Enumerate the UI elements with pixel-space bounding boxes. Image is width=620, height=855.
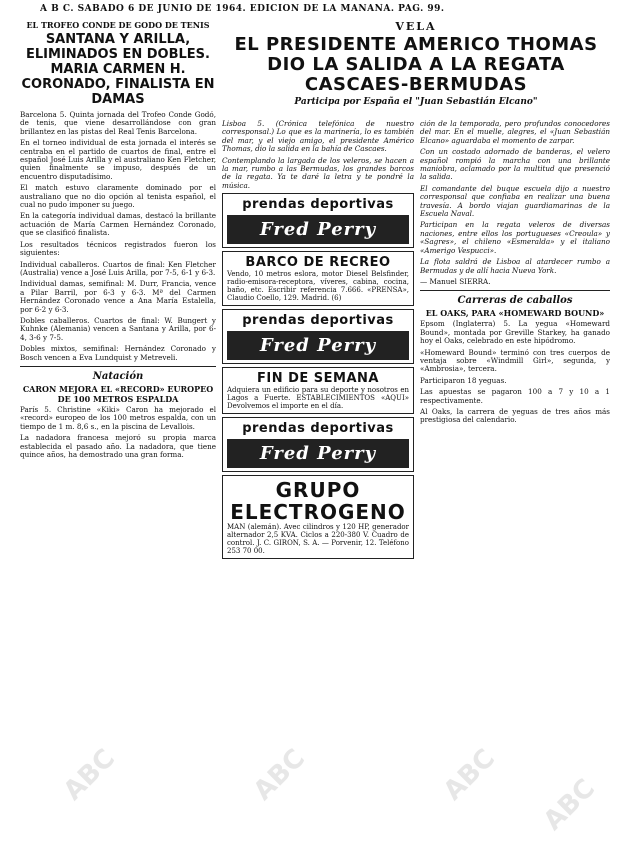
right-paragraph: Al Oaks, la carrera de yeguas de tres años más prestigiosa del calendario. <box>420 406 610 425</box>
ad-title: BARCO DE RECREO <box>245 255 391 271</box>
top-subhead: Participa por España el "Juan Sebastián Elcano" <box>294 97 538 107</box>
ad-title: prendas deportivas <box>242 421 394 437</box>
abc-watermark: ABC <box>538 773 601 837</box>
ad-text: Adquiera un edificio para su deporte y nosotros en Lagos a Fuerte. ESTABLECIMIENTOS «AQUI» Devolvemos el importe en el día. <box>227 386 409 411</box>
left-paragraph: La nadadora francesa mejoró su propia marca establecida el pasado año. La nadadora, que tiene quince años, ha demostrado una gran forma. <box>20 433 216 459</box>
fred-perry-logo: Fred Perry <box>227 331 409 360</box>
fred-perry-ad <box>222 417 414 472</box>
right-paragraph: Participan en la regata veleros de diversas naciones, entre ellos los portugueses «Creoula» y «Sagres», el chileno «Esmeralda» y el italiano «Amerigo Vespucci». <box>420 220 610 255</box>
ad-title: prendas deportivas <box>242 197 394 213</box>
top-article-header <box>222 20 610 120</box>
left-section-headline: CARON MEJORA EL «RECORD» EUROPEO DE 100 METROS ESPALDA <box>22 383 214 404</box>
left-paragraph: Individual caballeros. Cuartos de final: Ken Fletcher (Australia) vence a José Luis Arilla, por 7-5, 6-1 y 6-3. <box>20 259 216 277</box>
right-paragraph: La flota saldrá de Lisboa al atardecer rumbo a Bermudas y de allí hacia Nueva York. <box>420 257 610 275</box>
left-section-title: Natación <box>92 370 144 382</box>
weekend-ad <box>222 367 414 414</box>
boat-ad <box>222 251 414 306</box>
right-section-title: Carreras de caballos <box>457 295 573 307</box>
mid-paragraph: Lisboa 5. (Crónica telefónica de nuestro corresponsal.) Lo que es la marinería, lo es también del mar, y el viejo amigo, el presidente Américo Thomas, dio la salida en la bahía de Cascaes. <box>222 120 414 154</box>
fred-perry-ad <box>222 193 414 248</box>
top-headline: EL PRESIDENTE AMERICO THOMAS DIO LA SALIDA A LA REGATA CASCAES-BERMUDAS <box>234 34 598 95</box>
left-column <box>20 20 216 845</box>
masthead: A B C. SABADO 6 DE JUNIO DE 1964. EDICION DE LA MAÑANA. PAG. 99. <box>40 4 445 14</box>
abc-watermark: ABC <box>58 743 121 807</box>
ad-title: FIN DE SEMANA <box>256 371 379 387</box>
right-section-headline: EL OAKS, PARA «HOMEWARD BOUND» <box>425 308 605 319</box>
left-paragraph: El match estuvo claramente dominado por el australiano que no dio opción al tenista español, el cual no pudo imponer su juego. <box>20 183 216 210</box>
right-paragraph: «Homeward Bound» terminó con tres cuerpos de ventaja sobre «Windmill Girl», segunda, y «Ambrosia», tercera. <box>420 347 610 374</box>
left-paragraph: En el torneo individual de esta jornada el interés se centraba en el partido de cuartos de final, entre el español José Luis Arilla y el australiano Ken Fletcher, quien finalmente se impuso, después de un encuentro disputadísimo. <box>20 138 216 181</box>
left-paragraph: Barcelona 5. Quinta jornada del Trofeo Conde Godó, de tenis, que viene desarrollándose con gran brillantez en las pistas del Real Tenis Barcelona. <box>20 110 216 136</box>
ad-text: Vendo, 10 metros eslora, motor Diesel Belsfinder, radio-emisora-receptora, víveres, cabina, cocina, baño, etc. Escribir referencia 7.666. «PRENSA», Claudio Coello, 129. Madrid. (6) <box>227 270 409 303</box>
fred-perry-logo: Fred Perry <box>227 439 409 468</box>
left-paragraph: Individual damas, semifinal: M. Durr, Francia, vence a Pilar Barril, por 6-3 y 6-3. Mª del Carmen Hernández Coronado vence a Ana María Estalella, por 6-2 y 6-3. <box>20 279 216 314</box>
abc-watermark: ABC <box>438 743 501 807</box>
right-paragraph: Las apuestas se pagaron 100 a 7 y 10 a 1 respectivamente. <box>420 387 610 405</box>
left-paragraph: Dobles mixtos, semifinal: Hernández Coronado y Bosch vencen a Eva Lundquist y Metreveli. <box>20 344 216 362</box>
right-paragraph: Epsom (Inglaterra) 5. La yegua «Homeward Bound», montada por Greville Starkey, ha ganado hoy el Oaks, celebrado en este hipódromo. <box>420 319 610 346</box>
left-paragraph: Los resultados técnicos registrados fueron los siguientes: <box>20 239 216 258</box>
right-byline: — Manuel SIERRA. <box>420 276 491 286</box>
left-paragraph: En la categoría individual damas, destacó la brillante actuación de María Carmen Hernández Coronado, que se clasificó finalista. <box>20 211 216 238</box>
middle-column <box>222 120 414 855</box>
ad-title: GRUPO ELECTROGENO <box>230 478 406 525</box>
fred-perry-logo: Fred Perry <box>227 215 409 244</box>
right-paragraph: El comandante del buque escuela dijo a nuestro corresponsal que confiaba en realizar una buena travesía. A bordo viajan guardiamarinas de la Escuela Naval. <box>420 183 610 219</box>
right-paragraph: ción de la temporada, pero profundos conocedores del mar. En el muelle, alegres, el «Juan Sebastián Elcano» aguardaba el momento de zarpar. <box>420 120 610 145</box>
left-headline: SANTANA Y ARILLA, ELIMINADOS EN DOBLES. MARIA CARMEN H. CORONADO, FINALISTA EN DAMAS <box>21 32 215 107</box>
ad-title: prendas deportivas <box>242 313 394 329</box>
left-kicker: EL TROFEO CONDE DE GODO DE TENIS <box>26 20 210 30</box>
abc-watermark: ABC <box>248 743 311 807</box>
mid-paragraph: Contemplando la largada de los veleros, se hacen a la mar, rumbo a las Bermudas, los grandes barcos de la regata. Ya te daré la letra y te pondré la música. <box>222 155 414 190</box>
right-column <box>420 120 610 855</box>
divider <box>420 290 610 291</box>
top-kicker: VELA <box>395 20 437 33</box>
right-paragraph: Participaron 18 yeguas. <box>420 375 507 385</box>
left-paragraph: París 5. Christine «Kiki» Caron ha mejorado el «record» europeo de los 100 metros espalda, con un tiempo de 1 m. 8,6 s., en la piscina de Levallois. <box>20 404 216 431</box>
divider <box>20 366 216 367</box>
left-paragraph: Dobles caballeros. Cuartos de final: W. Bungert y Kuhnke (Alemania) vencen a Santana y Arilla, por 6-4, 3-6 y 7-5. <box>20 315 216 342</box>
fred-perry-ad <box>222 309 414 364</box>
right-paragraph: Con un costado adornado de banderas, el velero español rompió la marcha con una brillante maniobra, aclamado por la multitud que presenció la salida. <box>420 147 610 182</box>
generator-ad <box>222 475 414 559</box>
ad-text: MAN (alemán). Avec cilindros y 120 HP, generador alternador 2,5 KVA. Ciclos a 220-380 V. Cuadro de control. J. C. GIRON, S. A. — Porvenir, 12. Teléfono 253 70 00. <box>227 523 409 556</box>
